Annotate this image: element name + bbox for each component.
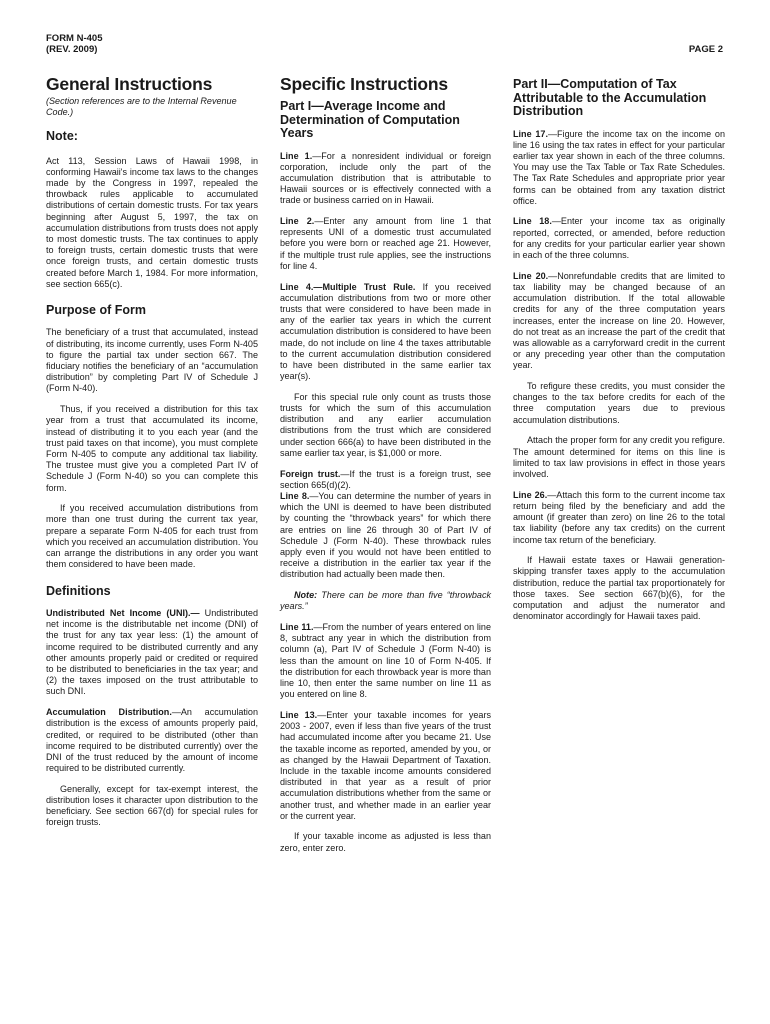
line4-label: Line 4.—Multiple Trust Rule. xyxy=(280,281,416,292)
accumulation-text: —An accumulation distribution is the excess of amounts properly paid, credited, or required to be distributed (other than income required to be distributed currently) over the DNI of the trust reduced by the amount of income required to be distributed currently. xyxy=(46,707,258,774)
form-revision: (REV. 2009) xyxy=(46,44,98,55)
line26-paragraph-2: If Hawaii estate taxes or Hawaii generation-skipping transfer taxes apply to the accumulation distribution, reduce the partial tax proportionately for those taxes. See section 667(b)(6), for the computation and adjust the numerator and denominator accordingly for Hawaii taxes paid. xyxy=(513,555,725,622)
foreign-trust-instruction: Foreign trust.—If the trust is a foreign trust, see section 665(d)(2). xyxy=(280,468,491,490)
line20-paragraph-2: To refigure these credits, you must consider the changes to the tax before credits for each of the three computation years due to previous accumulation distributions. xyxy=(513,381,725,425)
line20-instruction: Line 20.—Nonrefundable credits that are limited to tax liability may be changed because of an accumulation distribution. If the total allowable credits for any of the three computation years increases, enter the increase on line 20. However, do not treat as an increase the part of the credit that was allowable as a carryforward credit in the current or any preceding year other than the computation year. xyxy=(513,270,726,371)
line20-paragraph-3: Attach the proper form for any credit you refigure. The amount determined for items on this line is limited to tax law provisions in effect in those years involved. xyxy=(513,435,725,479)
purpose-heading: Purpose of Form xyxy=(46,302,147,317)
note-label: Note: xyxy=(294,590,318,601)
note-heading: Note: xyxy=(46,129,78,143)
accumulation-term: Accumulation Distribution. xyxy=(46,707,172,718)
line1-label: Line 1. xyxy=(280,150,313,161)
line1-instruction: Line 1.—For a nonresident individual or foreign corporation, include only the part of the accumulation distribution that is attributable to Hawaii sources or is effectively connected with a trade or business carried on in Hawaii. xyxy=(280,150,491,206)
line20-label: Line 20. xyxy=(513,270,549,281)
line18-label: Line 18. xyxy=(513,216,552,227)
general-subtitle: (Section references are to the Internal Revenue Code.) xyxy=(46,96,237,117)
column-general-instructions xyxy=(46,74,258,838)
line17-label: Line 17. xyxy=(513,128,548,139)
line13-instruction: Line 13.—Enter your taxable incomes for years 2003 - 2007, even if less than five years of the trust had accumulated income after you became 21. Use the taxable income as reported, amended by you, or as changed by the Hawaii Department of Taxation. Include in the taxable income amounts considered distributed in that year as a result of prior accumulation distributions whether from the same or another trust, and whether made in an earlier year or the current year. xyxy=(280,709,491,821)
foreign-trust-label: Foreign trust. xyxy=(280,468,341,479)
note-paragraph: Act 113, Session Laws of Hawaii 1998, in conforming Hawaii's income tax laws to the changes made by the Congress in 1997, repealed the throwback rules applicable to accumulated distributions of certain domestic trusts. For tax years beginning after August 5, 1997, the tax on accumulation distributions from trusts does not apply to most domestic trusts. The tax continues to apply to foreign trusts, certain domestic trusts that were once foreign trusts, and certain domestic trusts created before March 1, 1984. For more information, see section 665(c). xyxy=(46,155,258,289)
line8-label: Line 8. xyxy=(280,490,310,501)
line26-label: Line 26. xyxy=(513,489,548,500)
line2-label: Line 2. xyxy=(280,216,315,227)
line17-instruction: Line 17.—Figure the income tax on the income on line 16 using the tax rates in effect for your particular earlier tax year shown in each of the three columns. You may use the Tax Table or Tax Rate Schedules. The Tax Rate Schedules and appropriate prior year forms can be obtained from any taxation district office. xyxy=(513,128,725,206)
page-number: PAGE 2 xyxy=(688,44,723,55)
line8-instruction: Line 8.—You can determine the number of years in which the UNI is deemed to have been distributed by counting the “throwback years” for which there are entries on line 26 through 30 of Part IV of Schedule J (Form N-40). These throwback rules apply even if you would not have been entitled to receive a distribution in the earlier tax year if the distribution had actually been made then. xyxy=(280,490,492,580)
line18-instruction: Line 18.—Enter your income tax as originally reported, corrected, or amended, before reduction for any credits for your particular earlier year shown in each of the three columns. xyxy=(513,216,726,261)
general-instructions-title: General Instructions xyxy=(46,74,213,94)
part1-heading: Part I—Average Income and Determination of Computation Years xyxy=(280,99,460,140)
line13-paragraph-2: If your taxable income as adjusted is less than zero, enter zero. xyxy=(280,831,491,853)
definitions-heading: Definitions xyxy=(46,583,111,598)
accumulation-definition xyxy=(46,707,258,774)
line4-paragraph-2: For this special rule only count as trusts those trusts for which the sum of this accumulation distribution and any earlier accumulation distributions from the trust which are considered under section 666(a) to have been distributed in the same earlier tax year, is $1,000 or more. xyxy=(280,391,491,458)
line4-instruction: Line 4.—Multiple Trust Rule. If you received accumulation distributions from two or more other trusts that were considered to have been made in any of the earlier tax years in which the current accumulation distribution is considered to have been made, do not include on line 4 the taxes attributable to the current accumulation distribution considered to have been distributed in the same earlier tax year(s). xyxy=(280,281,491,382)
throwback-note: Note: There can be more than five “throwback years.” xyxy=(280,590,491,612)
form-header xyxy=(46,33,102,55)
specific-instructions-title: Specific Instructions xyxy=(280,74,448,94)
line13-label: Line 13. xyxy=(280,709,318,720)
line11-instruction: Line 11.—From the number of years entered on line 8, subtract any year in which the distribution from column (a), Part IV of Schedule J (Form N-40) is less than the amount on line 10 of Form N-405. If the distribution for each throwback year is more than line 10, then enter the same number on line 11 as you entered on line 8. xyxy=(280,622,491,700)
column-specific-instructions xyxy=(280,74,491,863)
part2-heading: Part II—Computation of Tax Attributable to the Accumulation Distribution xyxy=(513,77,707,118)
line26-instruction: Line 26.—Attach this form to the current income tax return being filed by the beneficiary and add the amount (if greater than zero) on line 26 to the total tax liability (before any tax credits) on the current income tax return of the beneficiary. xyxy=(513,489,725,545)
accumulation-paragraph-2: Generally, except for tax-exempt interest, the distribution loses it character upon distribution to the beneficiary. See section 667(d) for special rules for foreign trusts. xyxy=(46,783,258,828)
uni-definition xyxy=(46,608,258,698)
uni-text: Undistributed net income is the distributable net income (DNI) of the trust for any tax year less: (1) the amount of income required to be distributed currently and any other amounts properly paid or credited or required to be distributed to beneficiaries in the tax year; and (2) the taxes imposed on the trust attributable to such DNI. xyxy=(46,608,258,697)
line2-instruction: Line 2.—Enter any amount from line 1 that represents UNI of a domestic trust accumulated before you were born or reached age 21. However, if the multiple trust rule applies, see the instructions for line 4. xyxy=(280,216,492,271)
purpose-paragraph-2: Thus, if you received a distribution for this tax year from a trust that accumulated its income, instead of distributing it to you each year (and the trust paid taxes on that income), you must complete Form N-405 to compute any additional tax liability. The trustee must give you a completed Part IV of Schedule J (Form N-40) so you can complete this form. xyxy=(46,404,258,493)
purpose-paragraph-1: The beneficiary of a trust that accumulated, instead of distributing, its income currently, uses Form N-405 to figure the partial tax under section 667. The fiduciary notifies the beneficiary of an “accumulation distribution” by completing Part IV of Schedule J (Form N-40). xyxy=(46,327,258,394)
form-name: FORM N-405 xyxy=(46,33,103,44)
uni-term: Undistributed Net Income (UNI).— xyxy=(46,608,200,618)
line11-label: Line 11. xyxy=(280,622,314,633)
column-part-ii xyxy=(513,74,725,632)
purpose-paragraph-3: If you received accumulation distributions from more than one trust during the current tax year, prepare a separate Form N-405 for each trust from which you received an accumulation distribution. You can arrange the distributions in any order you want them considered to have been made. xyxy=(46,503,258,570)
